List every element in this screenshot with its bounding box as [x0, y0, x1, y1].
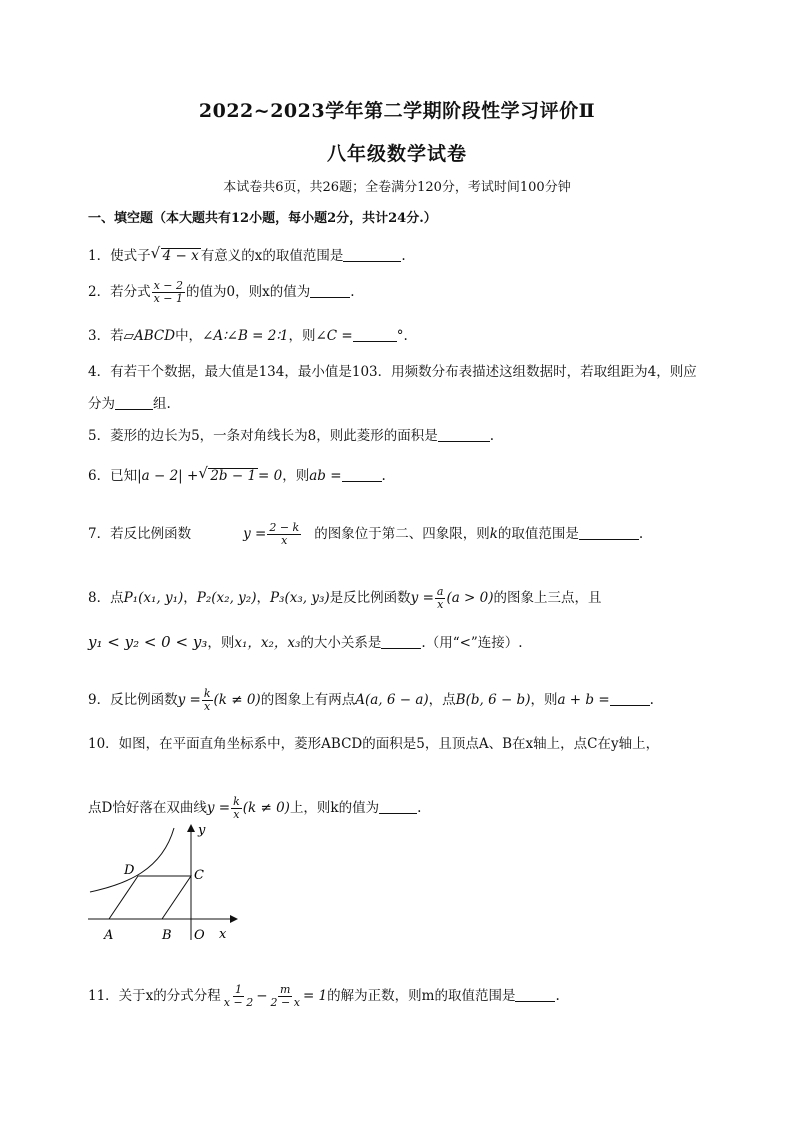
answer-blank[interactable] — [379, 800, 417, 814]
question-6: 6．已知|a − 2| + √ 2b − 1 = 0，则ab = . — [88, 464, 386, 484]
answer-blank[interactable] — [342, 468, 382, 482]
answer-blank[interactable] — [438, 428, 490, 442]
question-2: 2．若分式 $\frac{x - 2}{x - 1}$ 的值为0，则x的值为 . — [88, 279, 355, 305]
answer-blank[interactable] — [515, 988, 555, 1002]
question-11: 11．关于x的分式分程 $\frac{1}{x - 2}$ − $\frac{m}{2 - x}$ = 1的解为正数，则m的取值范围是 . — [88, 983, 560, 1009]
question-10: 10．如图，在平面直角坐标系中，菱形ABCD的面积是5，且顶点A、B在x轴上，点C在y轴上， — [88, 736, 660, 752]
label-b: B — [162, 928, 172, 943]
section-title: 一、填空题（本大题共有12小题，每小题2分，共计24分.） — [88, 211, 437, 226]
answer-blank[interactable] — [310, 284, 350, 298]
fraction: $\frac{x - 2}{x - 1}$ — [153, 279, 184, 305]
question-1: 1．使式子 √ 4 − x 有意义的x的取值范围是 . — [88, 244, 406, 264]
label-a: A — [104, 928, 114, 943]
question-10-cont: 点D恰好落在双曲线y = $\frac{k}{x}$ (k ≠ 0)上，则k的值为 . — [88, 795, 422, 821]
fraction: $\frac{1}{x - 2}$ — [223, 983, 254, 1009]
fraction: $\frac{m}{2 - x}$ — [270, 983, 300, 1009]
label-c: C — [194, 868, 204, 883]
label-x: x — [219, 927, 227, 942]
label-o: O — [194, 928, 205, 943]
answer-blank[interactable] — [579, 526, 639, 540]
y-axis-arrow — [187, 824, 195, 832]
exam-subtitle: 八年级数学试卷 — [326, 143, 467, 165]
question-8: 8．点P₁(x₁, y₁)，P₂(x₂, y₂)，P₃(x₃, y₃)是反比例函数y = $\frac{a}{x}$ (a > 0)的图象上三点，且 — [88, 585, 602, 611]
label-y: y — [198, 823, 206, 838]
exam-info: 本试卷共6页，共26题；全卷满分120分，考试时间100分钟 — [223, 180, 571, 195]
question-4: 4．有若干个数据，最大值是134，最小值是103．用频数分布表描述这组数据时，若取组距为4，则应 — [88, 364, 697, 380]
question-7: 7．若反比例函数 y = $\frac{2 - k}{x}$ 的图象位于第二、四象限，则k的取值范围是 . — [88, 521, 644, 547]
rhombus-figure — [82, 818, 252, 946]
fraction: $\frac{2 - k}{x}$ — [269, 521, 300, 547]
question-8-cont: y₁ < y₂ < 0 < y₃，则x₁，x₂，x₃的大小关系是 .（用“<”连接）. — [88, 633, 523, 651]
x-axis-arrow — [230, 915, 238, 923]
hyperbola-curve — [90, 828, 174, 892]
answer-blank[interactable] — [381, 635, 421, 649]
answer-blank[interactable] — [343, 248, 401, 262]
question-4-cont: 分为 组. — [88, 396, 171, 412]
label-d: D — [124, 863, 135, 878]
exam-title: 2022~2023学年第二学期阶段性学习评价Ⅱ — [198, 100, 596, 122]
question-5: 5．菱形的边长为5，一条对角线长为8，则此菱形的面积是 . — [88, 428, 495, 444]
fraction: $\frac{a}{x}$ — [436, 585, 444, 611]
answer-blank[interactable] — [610, 692, 650, 706]
question-3: 3．若▱ABCD中，∠A∶∠B = 2∶1，则∠C = °. — [88, 328, 408, 344]
question-9: 9．反比例函数y = $\frac{k}{x}$ (k ≠ 0)的图象上有两点A(a, 6 − a)，点B(b, 6 − b)，则a + b = . — [88, 687, 654, 713]
sqrt-expression: √ 4 − x — [150, 244, 199, 264]
sqrt-expression: √ 2b − 1 — [198, 464, 257, 484]
fraction: $\frac{k}{x}$ — [233, 795, 240, 821]
answer-blank[interactable] — [115, 396, 153, 410]
answer-blank[interactable] — [353, 328, 397, 342]
fraction: $\frac{k}{x}$ — [203, 687, 211, 713]
